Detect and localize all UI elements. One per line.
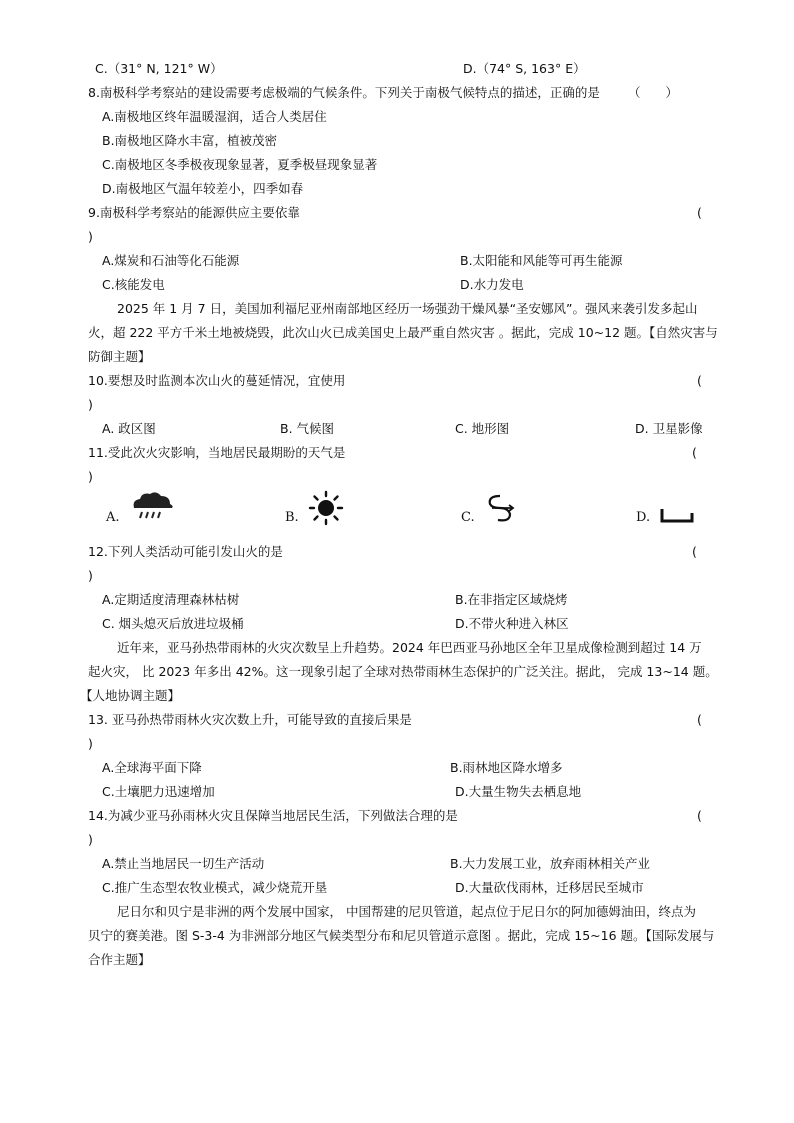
q7-option-d: D.（74° S, 163° E） xyxy=(463,61,586,76)
q9-option-d: D.水力发电 xyxy=(460,277,524,292)
q13-option-b: B.雨林地区降水增多 xyxy=(450,760,563,775)
q10-paren-close: ) xyxy=(88,397,93,412)
passage3-line2: 贝宁的赛美港。图 S-3-4 为非洲部分地区气候类型分布和尼贝管道示意图 。据此，完成 15~16 题。【国际发展与 xyxy=(88,928,715,943)
q12-paren-close: ) xyxy=(88,568,93,583)
q9-paren-close: ) xyxy=(88,229,93,244)
q12-stem: 12.下列人类活动可能引发山火的是 xyxy=(88,544,283,559)
q10-option-d: D. 卫星影像 xyxy=(635,421,703,436)
q9-paren-open: ( xyxy=(697,205,702,220)
q9-stem: 9.南极科学考察站的能源供应主要依靠 xyxy=(88,205,300,220)
q10-option-c: C. 地形图 xyxy=(455,421,510,436)
q8-answer-paren: （ ） xyxy=(628,85,679,100)
q14-paren-open: ( xyxy=(697,808,702,823)
q14-paren-close: ) xyxy=(88,832,93,847)
q8-option-d: D.南极地区气温年较差小，四季如春 xyxy=(102,181,304,196)
q13-option-a: A.全球海平面下降 xyxy=(102,760,202,775)
q12-option-c: C. 烟头熄灭后放进垃圾桶 xyxy=(102,616,244,631)
q8-stem: 8.南极科学考察站的建设需要考虑极端的气候条件。下列关于南极气候特点的描述，正确的是 xyxy=(88,85,600,100)
q11-option-d-label: D. xyxy=(636,510,651,525)
q14-option-a: A.禁止当地居民一切生产活动 xyxy=(102,856,265,871)
q11-option-a-label: A. xyxy=(106,510,120,525)
passage2-line3: 【人地协调主题】 xyxy=(80,688,181,703)
q11-paren-close: ) xyxy=(88,469,93,484)
passage1-line3: 防御主题】 xyxy=(88,349,151,364)
q10-stem: 10.要想及时监测本次山火的蔓延情况，宜使用 xyxy=(88,373,346,388)
q9-option-a: A.煤炭和石油等化石能源 xyxy=(102,253,240,268)
passage3-line3: 合作主题】 xyxy=(88,952,151,967)
passage1-line1: 2025 年 1 月 7 日，美国加利福尼亚州南部地区经历一场强劲干燥风暴“圣安娜风”。强风来袭引发多起山 xyxy=(117,301,698,316)
rain-cloud-icon xyxy=(128,490,176,526)
q11-paren-open: ( xyxy=(692,445,697,460)
q14-option-d: D.大量砍伐雨林，迁移居民至城市 xyxy=(455,880,644,895)
sun-icon xyxy=(308,490,344,526)
passage3-line1: 尼日尔和贝宁是非洲的两个发展中国家， 中国帮建的尼贝管道，起点位于尼日尔的阿加德姆油田，终点为 xyxy=(117,904,696,919)
strong-wind-icon xyxy=(482,490,518,526)
passage1-line2: 火，超 222 平方千米土地被烧毁，此次山火已成美国史上最严重自然灾害 。据此，完成 10~12 题。【自然灾害与 xyxy=(88,325,718,340)
q14-option-c: C.推广生态型农牧业模式，减少烧荒开垦 xyxy=(102,880,328,895)
q7-option-c: C.（31° N, 121° W） xyxy=(95,61,223,76)
q13-stem: 13. 亚马孙热带雨林火灾次数上升，可能导致的直接后果是 xyxy=(88,712,412,727)
q8-option-c: C.南极地区冬季极夜现象显著，夏季极昼现象显著 xyxy=(102,157,378,172)
sandstorm-icon xyxy=(660,505,696,525)
q13-paren-close: ) xyxy=(88,736,93,751)
q11-option-c-label: C. xyxy=(461,510,475,525)
q11-stem: 11.受此次火灾影响，当地居民最期盼的天气是 xyxy=(88,445,346,460)
q13-option-c: C.土壤肥力迅速增加 xyxy=(102,784,215,799)
passage2-line1: 近年来，亚马孙热带雨林的火灾次数呈上升趋势。2024 年巴西亚马孙地区全年卫星成像检测到超过 14 万 xyxy=(117,640,702,655)
q8-option-b: B.南极地区降水丰富，植被茂密 xyxy=(102,133,278,148)
q12-option-d: D.不带火种进入林区 xyxy=(455,616,569,631)
q9-option-b: B.太阳能和风能等可再生能源 xyxy=(460,253,623,268)
q12-paren-open: ( xyxy=(692,544,697,559)
q10-paren-open: ( xyxy=(697,373,702,388)
q14-stem: 14.为减少亚马孙雨林火灾且保障当地居民生活，下列做法合理的是 xyxy=(88,808,458,823)
q13-option-d: D.大量生物失去栖息地 xyxy=(455,784,582,799)
q8-option-a: A.南极地区终年温暖湿润，适合人类居住 xyxy=(102,109,327,124)
q9-option-c: C.核能发电 xyxy=(102,277,165,292)
q12-option-a: A.定期适度清理森林枯树 xyxy=(102,592,240,607)
q11-option-b-label: B. xyxy=(285,510,299,525)
passage2-line2: 起火灾， 比 2023 年多出 42%。这一现象引起了全球对热带雨林生态保护的广泛关注。据此， 完成 13~14 题。 xyxy=(88,664,718,679)
q10-option-a: A. 政区图 xyxy=(102,421,156,436)
q10-option-b: B. 气候图 xyxy=(280,421,335,436)
q14-option-b: B.大力发展工业，放弃雨林相关产业 xyxy=(450,856,651,871)
q12-option-b: B.在非指定区域烧烤 xyxy=(455,592,568,607)
q13-paren-open: ( xyxy=(697,712,702,727)
